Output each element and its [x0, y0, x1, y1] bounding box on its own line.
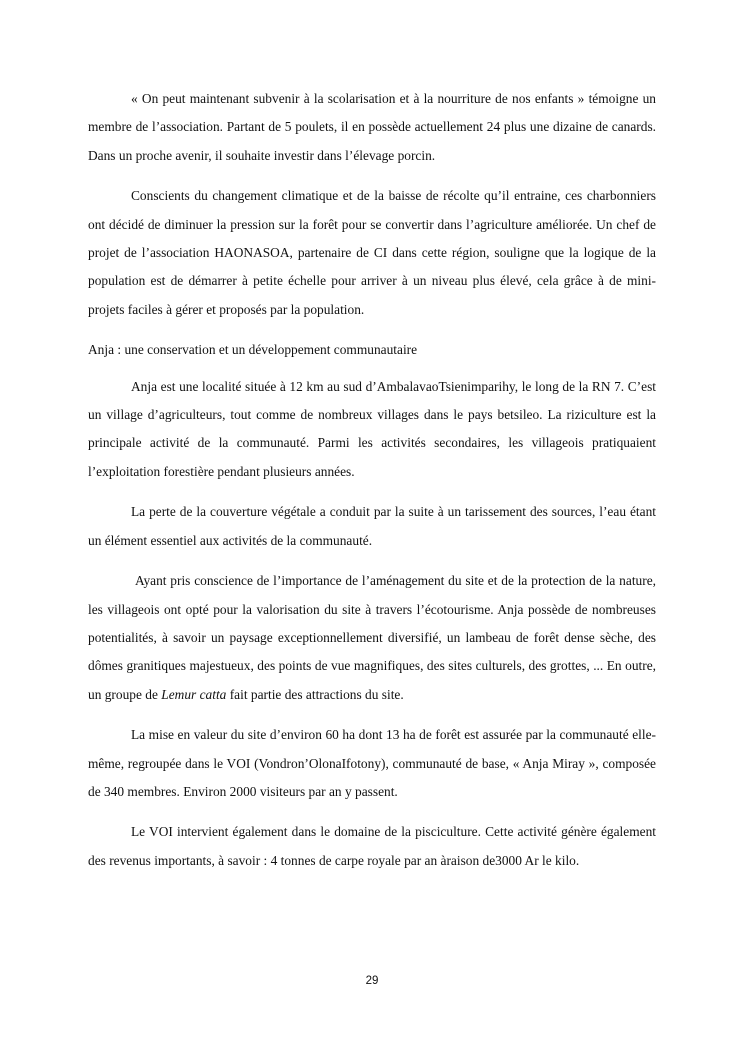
paragraph-vegetation-loss: La perte de la couverture végétale a conduit par la suite à un tarissement des sources, l’eau étant un élément essentiel aux activités de la communauté.: [88, 504, 656, 548]
document-page: [88, 85, 656, 887]
paragraph-ecotourism-text: Ayant pris conscience de l’importance de l’aménagement du site et de la protection de la nature, les villageois ont opté pour la valorisation du site à travers l’écotourisme. Anja possède de nombreuses potentialités, à savoir un paysage exceptionnellement diversifié, un lambeau de forêt dense sèche, des dômes granitiques majestueux, des points de vue magnifiques, des sites culturels, des grottes, ... En outre, un groupe de: [88, 573, 656, 702]
paragraph-testimony: « On peut maintenant subvenir à la scolarisation et à la nourriture de nos enfants » témoigne un membre de l’association. Partant de 5 poulets, il en possède actuellement 24 plus une dizaine de canards. Dans un proche avenir, il souhaite investir dans l’élevage porcin.: [88, 91, 656, 163]
paragraph-ecotourism-end: fait partie des attractions du site.: [226, 686, 404, 702]
species-name-italic: Lemur catta: [161, 686, 227, 702]
section-heading-anja: Anja : une conservation et un développement communautaire: [88, 342, 418, 358]
page-number: 29: [365, 975, 379, 987]
paragraph-anja-locality: Anja est une localité située à 12 km au sud d’AmbalavaoTsienimparihy, le long de la RN 7. C’est un village d’agriculteurs, tout comme de nombreux villages dans le pays betsileo. La riziculture est la principale activité de la communauté. Parmi les activités secondaires, les villageois pratiquaient l’exploitation forestière pendant plusieurs années.: [88, 378, 656, 479]
paragraph-site-management: La mise en valeur du site d’environ 60 ha dont 13 ha de forêt est assurée par la communauté elle-même, regroupée dans le VOI (Vondron’OlonaIfotony), communauté de base, « Anja Miray », composée de 340 membres. Environ 2000 visiteurs par an y passent.: [88, 727, 656, 799]
paragraph-fish-farming: Le VOI intervient également dans le domaine de la pisciculture. Cette activité génère également des revenus importants, à savoir : 4 tonnes de carpe royale par an àraison de3000 Ar le kilo.: [88, 824, 656, 868]
paragraph-charcoal-makers: Conscients du changement climatique et de la baisse de récolte qu’il entraine, ces charbonniers ont décidé de diminuer la pression sur la forêt pour se convertir dans l’agriculture améliorée. Un chef de projet de l’association HAONASOA, partenaire de CI dans cette région, souligne que la logique de la population est de démarrer à petite échelle pour arriver à un niveau plus élevé, cela grâce à de mini-projets faciles à gérer et proposés par la population.: [88, 188, 656, 317]
paragraph-ecotourism: [88, 567, 656, 709]
